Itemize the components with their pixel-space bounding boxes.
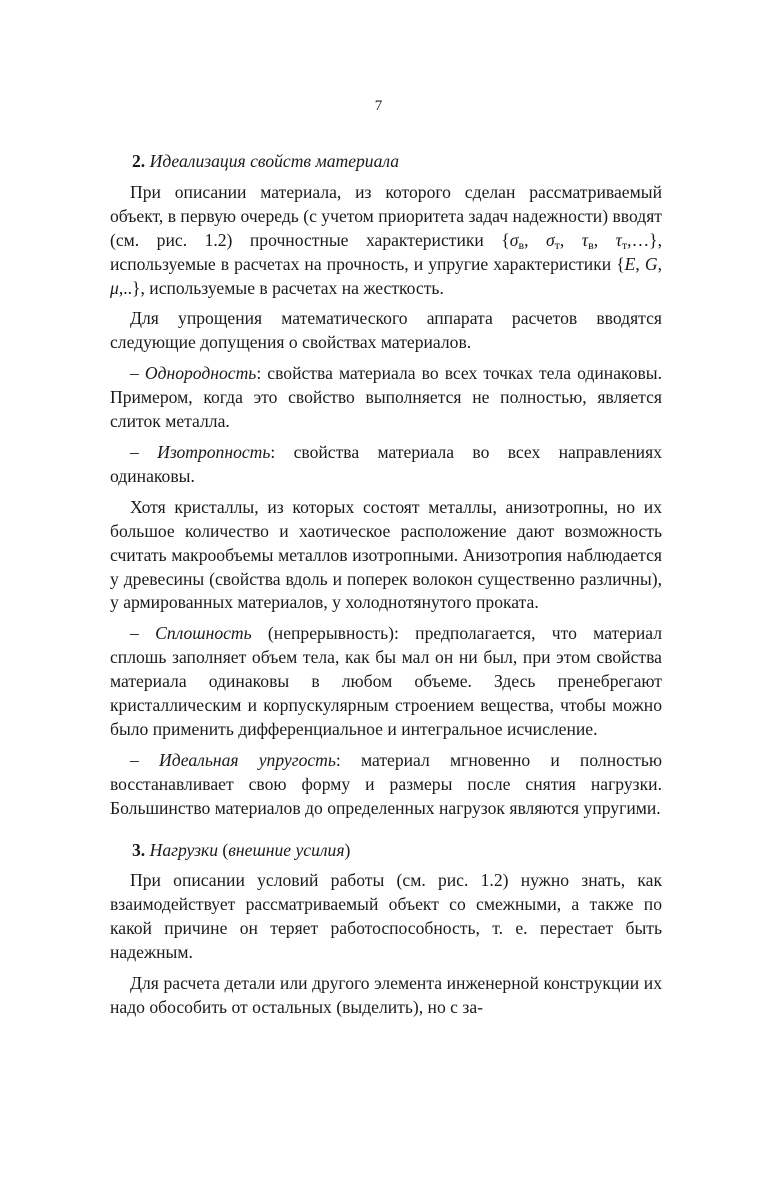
assumption-term: Изотропность bbox=[157, 441, 271, 462]
section-2-paragraph-anisotropy: Хотя кристаллы, из которых состоят металлы, анизотропны, но их большое количество и хаотическое расположение дают возможность считать макрообъемы металлов изотропными. Анизотропия наблюдается у древесины (свойства вдоль и поперек волокон существенно различны), у армированных материалов, у холоднотянутого проката. bbox=[110, 496, 662, 613]
assumption-text: : свойства материала во всех точках тела одинаковы. Примером, когда это свойство выполняется не полностью, является слиток металла. bbox=[110, 363, 662, 432]
section-3-title: Нагрузки bbox=[149, 839, 219, 860]
assumption-isotropy: – Изотропность: свойства материала во всех направлениях одинаковы. bbox=[110, 441, 662, 486]
section-2-paragraph-1: При описании материала, из которого сделан рассматриваемый объект, в первую очередь (с учетом приоритета задач надежности) вводят (см. рис. 1.2) прочностные характеристики {$\sigma_в$, $\sigma_т$, $\tau_в$, $\tau_т,\dots$}, используемые в расчетах на прочность, и упругие характеристики {E, G, μ,..}, используемые в расчетах на жесткость. bbox=[110, 181, 663, 298]
assumption-term: Идеальная упругость bbox=[158, 749, 336, 770]
section-3-number: 3. bbox=[132, 839, 146, 860]
subscript: в bbox=[588, 237, 594, 252]
symbol: τ bbox=[581, 229, 589, 250]
body-text bbox=[110, 150, 662, 1020]
section-3-paragraph-2: Для расчета детали или другого элемента инженерной конструкции их надо обособить от остальных (выделить), но с за- bbox=[110, 973, 662, 1017]
section-2-number: 2. bbox=[132, 151, 146, 171]
assumption-term: Однородность bbox=[144, 363, 257, 384]
text-run: ,..}, используемые в расчетах на жесткость. bbox=[118, 277, 444, 298]
section-3-subtitle: внешние усилия bbox=[228, 839, 345, 860]
assumption-ideal-elasticity: – Идеальная упругость: материал мгновенно и полностью восстанавливает свою форму и размеры после снятия нагрузки. Большинство материалов до определенных нагрузок являются упругими. bbox=[110, 749, 663, 818]
assumption-text: : материал мгновенно и полностью восстанавливает свою форму и размеры после снятия нагрузки. Большинство материалов до определенных нагрузок являются упругими. bbox=[110, 749, 663, 818]
symbol: μ bbox=[110, 277, 119, 298]
assumption-continuity: – Сплошность (непрерывность): предполагается, что материал сплошь заполняет объем тела, как бы мал он ни был, при этом свойства материала одинаковы в любом объеме. Здесь пренебрегают кристаллическим и корпускулярным строением вещества, чтобы можно было применить дифференциальное и интегральное исчисление. bbox=[110, 623, 663, 739]
symbol: τ bbox=[615, 229, 622, 250]
symbol: σ bbox=[509, 229, 519, 250]
assumption-text: : свойства материала во всех направлениях одинаковы. bbox=[110, 441, 662, 486]
page-number: 7 bbox=[374, 98, 383, 114]
text-run: При описании материала, из которого сделан рассматриваемый объект, в первую очередь (с учетом приоритета задач надежности) вводят (см. рис. 1.2) прочностные характеристики { bbox=[110, 181, 662, 250]
section-2-paragraph-2: Для упрощения математического аппарата расчетов вводятся следующие допущения о свойствах материалов. bbox=[110, 308, 662, 353]
symbol: σ bbox=[545, 229, 555, 250]
text-run: ,…}, используемые в расчетах на прочность, и упругие характеристики { bbox=[110, 229, 663, 274]
section-3-paragraph-1: При описании условий работы (см. рис. 1.2) нужно знать, как взаимодействует рассматриваемый объект со смежными, а также по какой причине он теряет работоспособность, т. е. перестает быть надежным. bbox=[110, 870, 662, 963]
subscript: т bbox=[621, 237, 628, 252]
symbol: E bbox=[624, 253, 636, 274]
subscript: т bbox=[554, 237, 560, 252]
assumption-term: Сплошность bbox=[155, 623, 252, 644]
assumption-homogeneity: – Однородность: свойства материала во всех точках тела одинаковы. Примером, когда это свойство выполняется не полностью, является слиток металла. bbox=[110, 363, 662, 432]
section-2-title: Идеализация свойств материала bbox=[149, 151, 400, 171]
assumption-text: (непрерывность): предполагается, что материал сплошь заполняет объем тела, как бы мал он ни был, при этом свойства материала одинаковы в любом объеме. Здесь пренебрегают кристаллическим и корпускулярным строением вещества, чтобы можно было применить дифференциальное и интегральное исчисление. bbox=[110, 623, 663, 739]
subscript: в bbox=[518, 237, 525, 252]
section-2-heading bbox=[110, 150, 662, 174]
symbol: G bbox=[644, 253, 658, 274]
section-3-heading: 3. Нагрузки (внешние усилия) bbox=[132, 839, 351, 860]
